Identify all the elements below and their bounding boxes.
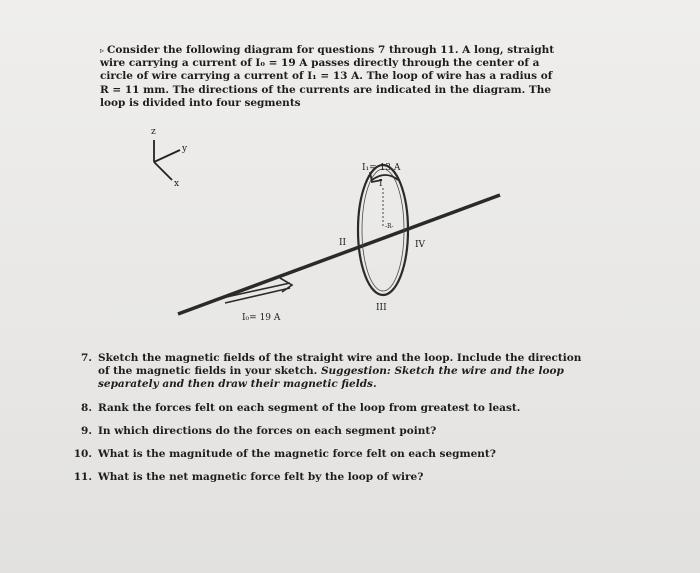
question-11 [66, 471, 586, 484]
loop-current-label: I₁= 13 A [362, 163, 401, 173]
question-text: In which directions do the forces on each segment point? [98, 424, 437, 437]
problem-intro [100, 44, 560, 110]
segment-label-i: I [379, 179, 383, 189]
axis-label-x: x [174, 179, 180, 189]
question-number: 10. [73, 448, 92, 461]
wire-current-arrow-icon [222, 278, 292, 303]
question-text: What is the net magnetic force felt by the loop of wire? [98, 471, 424, 484]
straight-wire [178, 195, 500, 314]
wire-current-label: I₀= 19 A [242, 313, 281, 323]
segment-label-iii: III [376, 303, 387, 313]
radius-label: -R- [385, 223, 394, 230]
question-number: 11. [73, 471, 92, 484]
intro-text: Consider the following diagram for questions 7 through 11. A long, straight wire carrying a current of I₀ = 19 A passes directly through the center of a circle of wire carrying a current of I₁ = 13 A. The loop of wire has a radius of R = 11 mm. The directions of the currents are indicated in the diagram. The loop is divided into four segments [100, 44, 555, 109]
question-9 [66, 425, 586, 438]
axis-label-y: y [182, 144, 188, 154]
question-number: 9. [81, 424, 92, 437]
question-8 [66, 402, 586, 415]
segment-label-ii: II [339, 238, 347, 248]
wire-loop-diagram [130, 120, 530, 330]
question-text: What is the magnitude of the magnetic force felt on each segment? [98, 448, 496, 461]
axis-label-z: z [151, 127, 156, 137]
question-7 [66, 352, 586, 392]
question-list [66, 352, 586, 494]
question-number: 7. [81, 352, 92, 364]
question-suggestion: Suggestion: Sketch the wire and the loop separately and then draw their magnetic fields. [98, 365, 564, 391]
question-number: 8. [81, 401, 92, 414]
loop-current-arrow-icon [372, 175, 398, 180]
segment-label-iv: IV [415, 240, 426, 250]
question-10 [66, 448, 586, 461]
axes-icon [151, 127, 188, 189]
triangle-marker-icon: ▹ [100, 45, 105, 55]
question-text: Sketch the magnetic fields of the straight wire and the loop. Include the direction of the magnetic fields in your sketch. [98, 352, 582, 378]
question-text: Rank the forces felt on each segment of the loop from greatest to least. [98, 401, 521, 414]
